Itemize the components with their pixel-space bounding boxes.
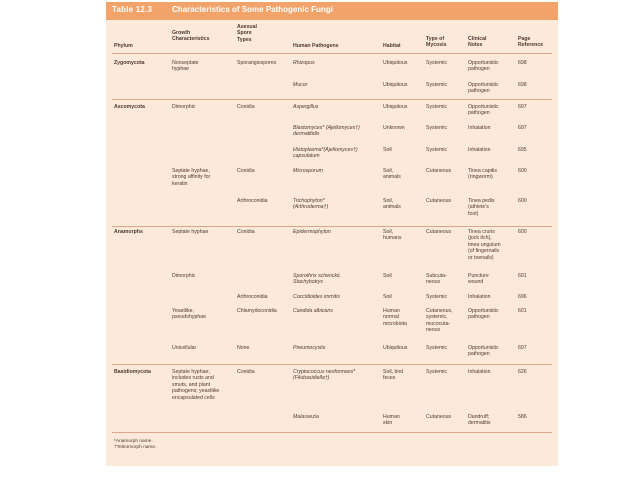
spore-cell: Conidia [237, 369, 255, 375]
page-cell: 697 [518, 104, 527, 110]
notes-cell: Inhalation [468, 294, 491, 300]
page-cell: 695 [518, 147, 527, 153]
pathogen-cell: Epidermophyton [293, 229, 331, 235]
habitat-cell: Soil, animals [383, 198, 401, 211]
table-card [106, 2, 558, 466]
pathogen-cell: Candida albicans [293, 308, 333, 314]
mycosis-cell: Systemic [426, 82, 448, 88]
table-bottom-rule [112, 432, 552, 433]
habitat-cell: Ubiquitous [383, 60, 408, 66]
pathogen-cell: Blastomyces* (Ajellomyces†) dermatitidis [293, 125, 360, 138]
header-clinical-notes: Clinical Notes [468, 36, 487, 49]
pathogen-cell: Cryptococcus neoformans* (Filobasidiella†) [293, 369, 356, 382]
growth-cell: Yeastlike, pseudohyphae [172, 308, 207, 321]
notes-cell: Tinea capitis (ringworm) [468, 168, 497, 181]
spore-cell: None [237, 345, 250, 351]
pathogen-cell: Malassezia [293, 414, 319, 420]
footnote-anamorph: *Anamorph name. [114, 439, 153, 444]
page-cell: 600 [518, 168, 527, 174]
header-spore-types: Asexual Spore Types [237, 24, 257, 43]
header-habitat: Habitat [383, 43, 401, 49]
notes-cell: Opportunistic pathogen [468, 308, 499, 321]
spore-cell: Arthroconidia [237, 294, 268, 300]
habitat-cell: Soil [383, 294, 392, 300]
growth-cell: Unicellular [172, 345, 197, 351]
habitat-cell: Human normal microbiota [383, 308, 407, 327]
mycosis-cell: Systemic [426, 60, 448, 66]
header-rule [112, 53, 552, 54]
spore-cell: Conidia [237, 229, 255, 235]
mycosis-cell: Cutaneous, systemic, mucocuta- neous [426, 308, 453, 334]
pathogen-cell: Coccidioides immitis [293, 294, 340, 300]
habitat-cell: Soil [383, 273, 392, 279]
group-divider [112, 364, 552, 365]
page-cell: 600 [518, 198, 527, 204]
habitat-cell: Human skin [383, 414, 400, 427]
notes-cell: Opportunistic pathogen [468, 60, 499, 73]
header-human-pathogens: Human Pathogens [293, 43, 339, 49]
notes-cell: Opportunistic pathogen [468, 345, 499, 358]
page-cell: 586 [518, 414, 527, 420]
pathogen-cell: Microsporum [293, 168, 323, 174]
growth-cell: Septate hyphae [172, 229, 209, 235]
mycosis-cell: Systemic [426, 104, 448, 110]
pathogen-cell: Aspergillus [293, 104, 319, 110]
footnote-teleomorph: †Teleomorph name. [114, 445, 157, 450]
growth-cell: Nonseptate hyphae [172, 60, 199, 73]
spore-cell: Sporangiospores [237, 60, 277, 66]
header-page-reference: Page Reference [518, 36, 544, 49]
habitat-cell: Unknown [383, 125, 405, 131]
mycosis-cell: Cutaneous [426, 198, 452, 204]
habitat-cell: Ubiquitous [383, 104, 408, 110]
mycosis-cell: Systemic [426, 147, 448, 153]
spore-cell: Conidia [237, 104, 255, 110]
mycosis-cell: Systemic [426, 294, 448, 300]
notes-cell: Tinea cruris (jock itch), tinea unguium (of fingernails or toenails) [468, 229, 501, 261]
spore-cell: Arthroconidia [237, 198, 268, 204]
page-cell: 626 [518, 369, 527, 375]
pathogen-cell: Trichophyton* (Arthroderma†) [293, 198, 329, 211]
notes-cell: Inhalation [468, 125, 491, 131]
group-divider [112, 99, 552, 100]
phylum-cell: Zygomycota [114, 60, 145, 66]
notes-cell: Tinea pedis (athlete's foot) [468, 198, 495, 217]
notes-cell: Inhalation [468, 369, 491, 375]
habitat-cell: Ubiquitous [383, 82, 408, 88]
page-cell: 697 [518, 345, 527, 351]
pathogen-cell: Histoplasma*(Ajellomyces†) capsulatum [293, 147, 358, 160]
header-phylum: Phylum [114, 43, 133, 49]
notes-cell: Inhalation [468, 147, 491, 153]
growth-cell: Dimorphic [172, 104, 196, 110]
habitat-cell: Soil, bird feces [383, 369, 404, 382]
mycosis-cell: Cutaneous [426, 168, 452, 174]
table-number: Table 12.3 [112, 5, 153, 14]
habitat-cell: Soil [383, 147, 392, 153]
page-cell: 600 [518, 229, 527, 235]
table-title: Characteristics of Some Pathogenic Fungi [172, 5, 333, 14]
notes-cell: Opportunistic pathogen [468, 82, 499, 95]
mycosis-cell: Cutaneous [426, 229, 452, 235]
spore-cell: Conidia [237, 168, 255, 174]
notes-cell: Dandruff; dermatitis [468, 414, 491, 427]
pathogen-cell: Sporothrix schenckii, Stachybotrys [293, 273, 341, 286]
group-divider [112, 226, 552, 227]
growth-cell: Septate hyphae; includes rusts and smuts, and plant pathogens; yeastlike encapsulated cells [172, 369, 220, 401]
page-cell: 697 [518, 125, 527, 131]
mycosis-cell: Cutaneous [426, 414, 452, 420]
mycosis-cell: Systemic [426, 345, 448, 351]
pathogen-cell: Pneumocystis [293, 345, 326, 351]
table-title-bar [106, 2, 558, 20]
mycosis-cell: Systemic [426, 369, 448, 375]
page-cell: 696 [518, 294, 527, 300]
mycosis-cell: Systemic [426, 125, 448, 131]
pathogen-cell: Rhizopus [293, 60, 315, 66]
header-growth: Growth Characteristics [172, 30, 210, 43]
notes-cell: Puncture wound [468, 273, 489, 286]
phylum-cell: Anamorphs [114, 229, 143, 235]
habitat-cell: Ubiquitous [383, 345, 408, 351]
growth-cell: Dimorphic [172, 273, 196, 279]
page-cell: 698 [518, 60, 527, 66]
spore-cell: Chlamydoconidia [237, 308, 277, 314]
mycosis-cell: Subcuta- neous [426, 273, 447, 286]
page-cell: 601 [518, 273, 527, 279]
page-cell: 698 [518, 82, 527, 88]
notes-cell: Opportunistic pathogen [468, 104, 499, 117]
habitat-cell: Soil, humans [383, 229, 402, 242]
pathogen-cell: Mucor [293, 82, 308, 88]
habitat-cell: Soil, animals [383, 168, 401, 181]
phylum-cell: Basidiomycota [114, 369, 151, 375]
header-mycosis: Type of Mycosis [426, 36, 447, 49]
growth-cell: Septate hyphae, strong affinity for keratin [172, 168, 211, 187]
page-cell: 601 [518, 308, 527, 314]
phylum-cell: Ascomycota [114, 104, 145, 110]
